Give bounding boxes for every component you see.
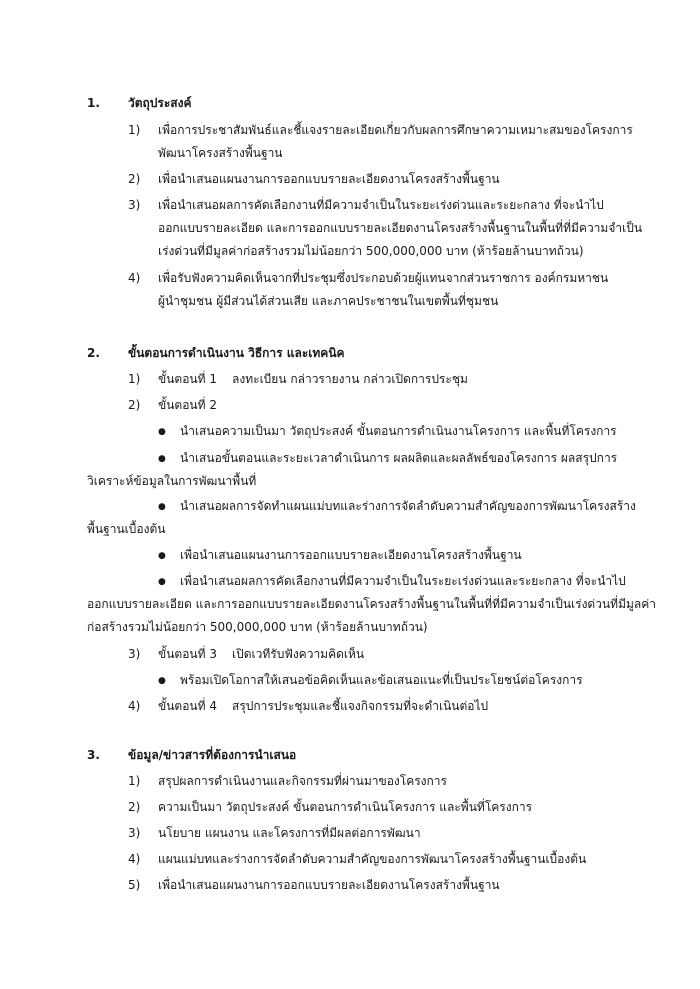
bullet-icon [158, 423, 166, 441]
bullet-text: ออกแบบรายละเอียด และการออกแบบรายละเอียดงานโครงสร้างพื้นฐานในพื้นที่ที่มีความจำเป็นเร่งด่วนที่มีมูลค่า [87, 597, 657, 611]
bullet-text: นำเสนอความเป็นมา วัตถุประสงค์ ขั้นตอนการดำเนินงานโครงการ และพื้นที่โครงการ [180, 424, 617, 438]
item-text: นโยบาย แผนงาน และโครงการที่มีผลต่อการพัฒนา [158, 826, 421, 840]
item-number: 3) [128, 826, 141, 840]
item-text: เพื่อนำเสนอแผนงานการออกแบบรายละเอียดงานโครงสร้างพื้นฐาน [158, 878, 500, 892]
section-number: 1. [87, 96, 100, 110]
item-text: ความเป็นมา วัตถุประสงค์ ขั้นตอนการดำเนินโครงการ และพื้นที่โครงการ [158, 800, 533, 814]
step-description: สรุปการประชุมและชี้แจงกิจกรรมที่จะดำเนินต่อไป [232, 699, 489, 713]
step-description: เปิดเวทีรับฟังความคิดเห็น [232, 647, 365, 661]
item-number: 1) [128, 774, 141, 788]
step-label: ขั้นตอนที่ 1 [158, 372, 217, 386]
bullet-text: พื้นฐานเบื้องต้น [87, 522, 166, 536]
item-number: 2) [128, 800, 141, 814]
item-number: 1) [128, 123, 141, 137]
bullet-icon [158, 573, 166, 591]
step-description: ลงทะเบียน กล่าวรายงาน กล่าวเปิดการประชุม [232, 372, 468, 386]
item-number: 5) [128, 878, 141, 892]
item-number: 2) [128, 172, 141, 186]
bullet-icon [158, 450, 166, 468]
bullet-text: เพื่อนำเสนอผลการคัดเลือกงานที่มีความจำเป็นในระยะเร่งด่วนและระยะกลาง ที่จะนำไป [180, 574, 626, 588]
item-text: ออกแบบรายละเอียด และการออกแบบรายละเอียดงานโครงสร้างพื้นฐานในพื้นที่ที่มีความจำเป็น [158, 221, 643, 235]
item-text: เพื่อรับฟังความคิดเห็นจากที่ประชุมซึ่งประกอบด้วยผู้แทนจากส่วนราชการ องค์กรมหาชน [158, 271, 609, 285]
bullet-icon [158, 672, 166, 690]
item-number: 4) [128, 271, 141, 285]
section-number: 2. [87, 346, 100, 360]
bullet-text: ก่อสร้างรวมไม่น้อยกว่า 500,000,000 บาท (ห้าร้อยล้านบาทถ้วน) [87, 620, 428, 634]
item-number: 3) [128, 198, 141, 212]
item-text: สรุปผลการดำเนินงานและกิจกรรมที่ผ่านมาของโครงการ [158, 774, 447, 788]
bullet-icon [158, 547, 166, 565]
section-title: ขั้นตอนการดำเนินงาน วิธีการ และเทคนิค [128, 346, 345, 360]
step-number: 4) [128, 699, 141, 713]
bullet-text: นำเสนอขั้นตอนและระยะเวลาดำเนินการ ผลผลิตและผลลัพธ์ของโครงการ ผลสรุปการ [180, 451, 618, 465]
step-label: ขั้นตอนที่ 4 [158, 699, 217, 713]
bullet-text: วิเคราะห์ข้อมูลในการพัฒนาพื้นที่ [87, 474, 257, 488]
step-number: 3) [128, 647, 141, 661]
section-number: 3. [87, 748, 100, 762]
item-text: ผู้นำชุมชน ผู้มีส่วนได้ส่วนเสีย และภาคประชาชนในเขตพื้นที่ชุมชน [158, 294, 499, 308]
item-number: 4) [128, 852, 141, 866]
bullet-text: พร้อมเปิดโอกาสให้เสนอข้อคิดเห็นและข้อเสนอแนะที่เป็นประโยชน์ต่อโครงการ [180, 673, 583, 687]
step-number: 2) [128, 398, 141, 412]
item-text: แผนแม่บทและร่างการจัดลำดับความสำคัญของการพัฒนาโครงสร้างพื้นฐานเบื้องต้น [158, 852, 587, 866]
bullet-text: เพื่อนำเสนอแผนงานการออกแบบรายละเอียดงานโครงสร้างพื้นฐาน [180, 548, 522, 562]
item-text: เพื่อนำเสนอแผนงานการออกแบบรายละเอียดงานโครงสร้างพื้นฐาน [158, 172, 500, 186]
item-text: เพื่อการประชาสัมพันธ์และชี้แจงรายละเอียดเกี่ยวกับผลการศึกษาความเหมาะสมของโครงการ [158, 123, 633, 137]
step-label: ขั้นตอนที่ 3 [158, 647, 217, 661]
bullet-icon [158, 498, 166, 516]
bullet-text: นำเสนอผลการจัดทำแผนแม่บทและร่างการจัดลำดับความสำคัญของการพัฒนาโครงสร้าง [180, 499, 636, 513]
section-title: วัตถุประสงค์ [128, 96, 192, 110]
item-text: เร่งด่วนที่มีมูลค่าก่อสร้างรวมไม่น้อยกว่า 500,000,000 บาท (ห้าร้อยล้านบาทถ้วน) [158, 244, 584, 258]
item-text: เพื่อนำเสนอผลการคัดเลือกงานที่มีความจำเป็นในระยะเร่งด่วนและระยะกลาง ที่จะนำไป [158, 198, 604, 212]
step-label: ขั้นตอนที่ 2 [158, 398, 217, 412]
item-text: พัฒนาโครงสร้างพื้นฐาน [158, 146, 283, 160]
step-number: 1) [128, 372, 141, 386]
section-title: ข้อมูล/ข่าวสารที่ต้องการนำเสนอ [128, 748, 297, 762]
